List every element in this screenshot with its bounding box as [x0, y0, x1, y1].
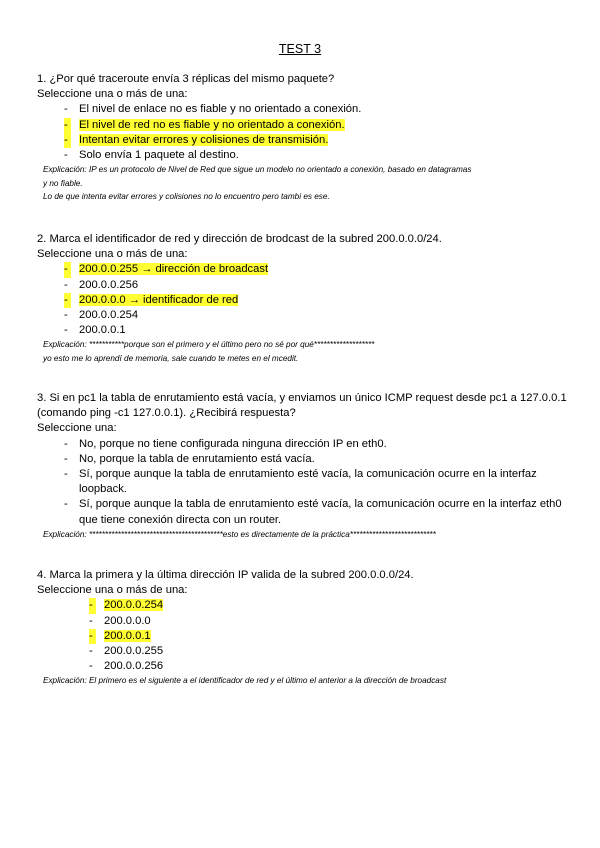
list-item: - 200.0.0.254: [37, 598, 577, 613]
explanation: Explicación: El primero es el siguiente a el identificador de red y el último el anterior a la dirección de broadcast: [43, 676, 447, 686]
list-item: - No, porque la tabla de enrutamiento está vacía.: [64, 452, 315, 465]
list-item: - 200.0.0.0: [89, 614, 151, 627]
question-text: 2. Marca el identificador de red y dirección de brodcast de la subred 200.0.0.0/24.: [37, 233, 442, 245]
list-item: - 200.0.0.255: [89, 645, 164, 658]
list-item: - 200.0.0.256: [89, 660, 164, 673]
list-item: - Sí, porque aunque la tabla de enrutamiento esté vacía, la comunicación ocurre en la interfaz eth0 que tiene conexión directa con un router.: [64, 498, 562, 526]
instruction-text: Seleccione una o más de una:: [37, 584, 188, 597]
options-list: [37, 102, 577, 163]
question-text: (comando ping -c1 127.0.0.1). ¿Recibirá respuesta?: [37, 407, 296, 420]
instruction-text: Seleccione una o más de una:: [37, 248, 188, 261]
list-item: - 200.0.0.254: [64, 309, 139, 322]
list-item: - 200.0.0.0 → identificador de red: [37, 293, 577, 308]
options-list: [37, 437, 577, 528]
explanation: Explicación: ******************************************esto es directamente de la práctica***************************: [43, 529, 436, 539]
options-list: [37, 262, 577, 338]
question-text: 3. Si en pc1 la tabla de enrutamiento está vacía, y enviamos un único ICMP request desde pc1 a 127.0.0.1: [37, 392, 567, 404]
question-3: [37, 391, 577, 541]
list-item: - El nivel de red no es fiable y no orientado a conexión.: [37, 118, 577, 133]
list-item: - Sí, porque aunque la tabla de enrutamiento esté vacía, la comunicación ocurre en la interfaz loopback.: [64, 468, 537, 496]
list-item: - Intentan evitar errores y colisiones de transmisión.: [37, 133, 577, 148]
instruction-text: Seleccione una o más de una:: [37, 88, 188, 101]
question-1: [37, 72, 577, 204]
question-2: [37, 232, 577, 365]
explanation: Explicación: ***********porque son el primero y el último pero no sé por qué******************* yo esto me lo aprendí de memoria, sale cuando te metes en el mcedit.: [43, 340, 375, 363]
list-item: - 200.0.0.256: [64, 278, 139, 291]
question-4: [37, 568, 577, 688]
list-item: - El nivel de enlace no es fiable y no orientado a conexión.: [64, 103, 362, 116]
page-title: TEST 3: [278, 42, 322, 56]
options-list: [37, 598, 577, 674]
list-item: - 200.0.0.1: [64, 324, 126, 337]
instruction-text: Seleccione una:: [37, 422, 117, 435]
explanation: Explicación: IP es un protocolo de Nivel de Red que sigue un modelo no orientado a conexión, basado en datagramas y no fiable. Lo de que intenta evitar errores y colisiones no lo encuentro pero tambi es ese.: [43, 165, 472, 202]
question-text: 4. Marca la primera y la última dirección IP valida de la subred 200.0.0.0/24.: [37, 569, 414, 581]
list-item: - Solo envía 1 paquete al destino.: [64, 149, 239, 162]
list-item: - No, porque no tiene configurada ninguna dirección IP en eth0.: [64, 437, 387, 450]
list-item: - 200.0.0.1: [37, 629, 577, 644]
list-item: - 200.0.0.255 → dirección de broadcast: [37, 262, 577, 277]
question-text: 1. ¿Por qué traceroute envía 3 réplicas del mismo paquete?: [37, 73, 335, 85]
